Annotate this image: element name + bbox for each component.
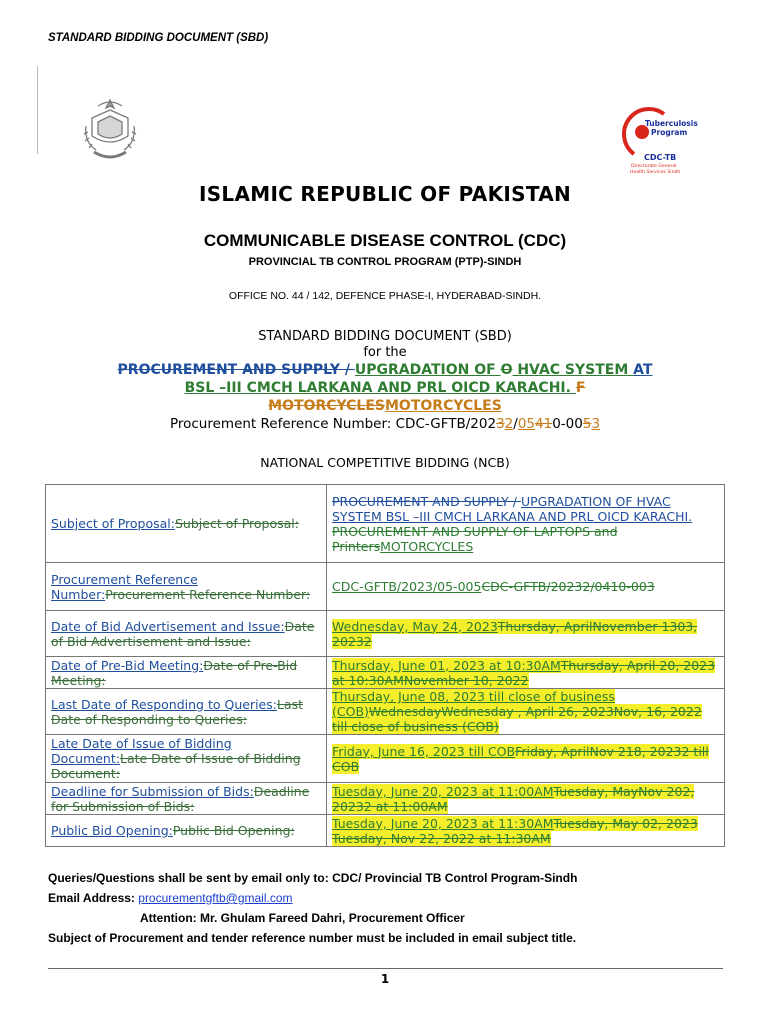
inserted-text: BSL –III CMCH LARKANA AND PRL OICD KARACHI. — [184, 380, 576, 396]
country-title: ISLAMIC REPUBLIC OF PAKISTAN — [198, 182, 572, 206]
office-address: OFFICE NO. 44 / 142, DEFENCE PHASE-I, HYDERABAD-SINDH. — [228, 290, 542, 302]
deleted-text: F — [575, 380, 586, 396]
bidding-type: NATIONAL COMPETITIVE BIDDING (NCB) — [260, 455, 510, 470]
inserted-text: HVAC SYSTEM — [512, 362, 634, 378]
project-title — [40, 361, 730, 415]
row-value: Thursday, June 01, 2023 at 10:30AMThursday, April 20, 2023 at 10:30AMNovember 10, 2022 — [327, 657, 725, 689]
row-label: Deadline for Submission of Bids:Deadline for Submission of Bids: — [46, 783, 327, 815]
email-link[interactable]: procurementgftb@gmail.com — [138, 891, 293, 905]
table-row — [46, 563, 725, 611]
contact-notes — [48, 868, 577, 948]
cdc-tb-logo-icon — [618, 104, 698, 174]
table-row — [46, 657, 725, 689]
deleted-text: MOTORCYCLES — [268, 398, 385, 414]
table-row — [46, 689, 725, 735]
row-label: Late Date of Issue of Bidding Document:Late Date of Issue of Bidding Document: — [46, 735, 327, 783]
email-line: Email Address: procurementgftb@gmail.com — [48, 891, 293, 905]
svg-text:Program: Program — [651, 128, 688, 137]
row-value: PROCUREMENT AND SUPPLY / UPGRADATION OF HVAC SYSTEM BSL –III CMCH LARKANA AND PRL OICD KARACHI. PROCUREMENT AND SUPPLY OF LAPTOPS and PrintersMOTORCYCLES — [327, 485, 725, 563]
table-row — [46, 735, 725, 783]
row-label: Date of Bid Advertisement and Issue:Date of Bid Advertisement and Issue: — [46, 611, 327, 657]
svg-text:Directorate General: Directorate General — [631, 164, 677, 169]
procurement-reference: Procurement Reference Number: CDC-GFTB/20232/05410-0053 — [169, 416, 601, 432]
inserted-text: MOTORCYCLES — [385, 398, 502, 414]
inserted-text: UPGRADATION OF — [354, 362, 501, 378]
department-title: COMMUNICABLE DISEASE CONTROL (CDC) — [203, 231, 567, 250]
row-label: Public Bid Opening:Public Bid Opening: — [46, 815, 327, 847]
deleted-text: O — [500, 362, 513, 378]
row-value: Wednesday, May 24, 2023Thursday, AprilNovember 1303, 20232 — [327, 611, 725, 657]
svg-text:Health Services Sindh: Health Services Sindh — [630, 170, 681, 174]
table-row — [46, 485, 725, 563]
row-value: Friday, June 16, 2023 till COBFriday, AprilNov 218, 20232 till COB — [327, 735, 725, 783]
page-number: 1 — [380, 972, 390, 986]
government-seal-icon — [80, 96, 140, 164]
bidding-schedule-table — [45, 484, 725, 847]
margin-line — [37, 66, 38, 154]
table-row — [46, 783, 725, 815]
svg-text:CDC-TB: CDC-TB — [644, 153, 677, 162]
row-label: Subject of Proposal:Subject of Proposal: — [46, 485, 327, 563]
inserted-text: AT — [633, 362, 653, 378]
svg-text:Tuberculosis: Tuberculosis — [645, 119, 698, 128]
deleted-text: PROCUREMENT AND SUPPLY / — [117, 362, 355, 378]
row-value: Tuesday, June 20, 2023 at 11:30AMTuesday, May 02, 2023 Tuesday, Nov 22, 2022 at 11:30AM — [327, 815, 725, 847]
running-header: STANDARD BIDDING DOCUMENT (SBD) — [48, 32, 269, 44]
footer-divider — [48, 968, 723, 969]
row-value: CDC-GFTB/2023/05-005CDC-GFTB/20232/0410-003 — [327, 563, 725, 611]
row-label: Last Date of Responding to Queries:Last Date of Responding to Queries: — [46, 689, 327, 735]
table-row — [46, 611, 725, 657]
subject-note: Subject of Procurement and tender reference number must be included in email subject title. — [48, 931, 577, 945]
for-the-text: for the — [363, 345, 407, 360]
table-row — [46, 815, 725, 847]
attention-line: Attention: Mr. Ghulam Fareed Dahri, Procurement Officer — [140, 911, 465, 925]
program-title: PROVINCIAL TB CONTROL PROGRAM (PTP)-SINDH — [248, 256, 522, 268]
row-value: Thursday, June 08, 2023 till close of business (COB)WednesdayWednesday , April 26, 2023Nov, 16, 2022 till close of business (COB) — [327, 689, 725, 735]
row-label: Date of Pre-Bid Meeting:Date of Pre-Bid Meeting: — [46, 657, 327, 689]
row-label: Procurement Reference Number:Procurement Reference Number: — [46, 563, 327, 611]
row-value: Tuesday, June 20, 2023 at 11:00AMTuesday, MayNov 202, 20232 at 11:00AM — [327, 783, 725, 815]
document-type: STANDARD BIDDING DOCUMENT (SBD) — [258, 329, 512, 344]
queries-line: Queries/Questions shall be sent by email only to: CDC/ Provincial TB Control Program-Sindh — [48, 871, 578, 885]
